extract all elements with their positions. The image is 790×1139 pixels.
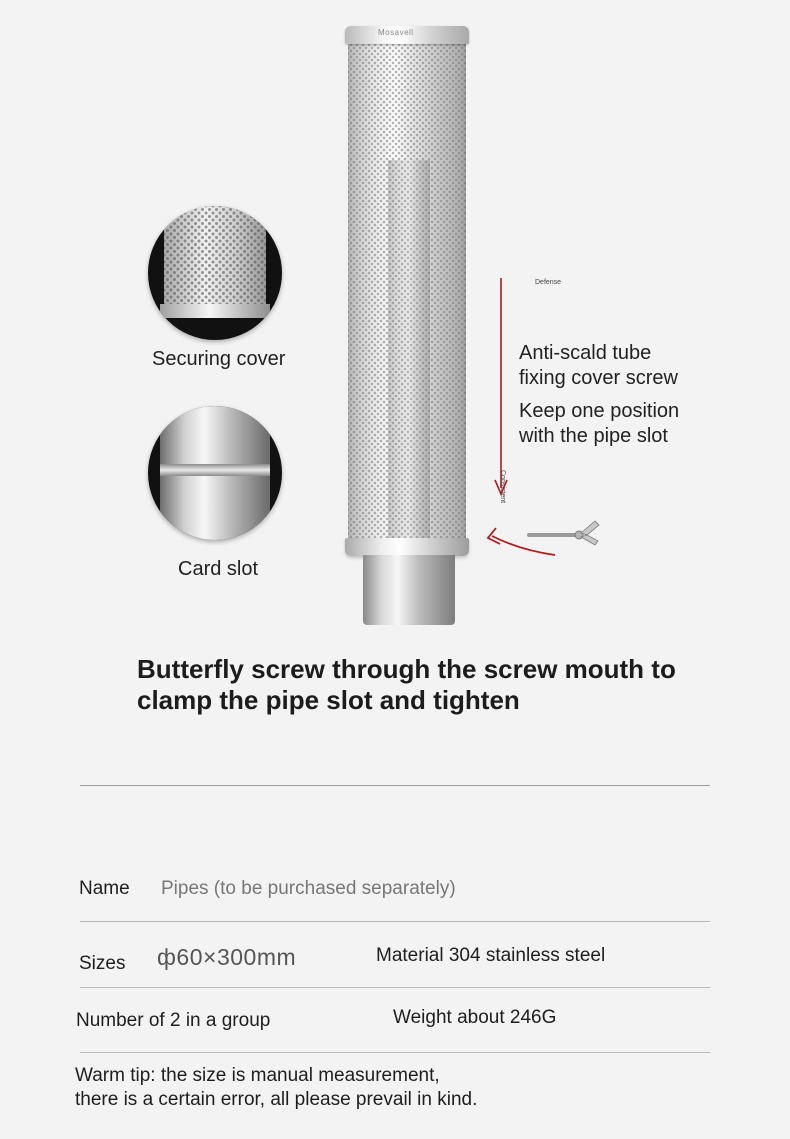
spec-row-divider bbox=[80, 987, 710, 988]
keep-position-annotation bbox=[519, 399, 679, 449]
anti-scald-annotation bbox=[519, 341, 678, 391]
inner-pipe-shadow bbox=[388, 160, 430, 540]
pipe-groove bbox=[160, 464, 270, 476]
securing-cover-detail-image bbox=[148, 206, 282, 340]
spec-sizes-label: Sizes bbox=[79, 953, 126, 974]
spec-weight: Weight about 246G bbox=[393, 1007, 557, 1028]
securing-cover-label: Securing cover bbox=[152, 348, 286, 370]
warm-tip bbox=[75, 1064, 477, 1112]
connecting-pipe bbox=[363, 555, 455, 625]
warm-tip-line-2: there is a certain error, all please prevail in kind. bbox=[75, 1089, 478, 1110]
warm-tip-line-1: Warm tip: the size is manual measurement, bbox=[75, 1065, 440, 1086]
keep-line-1: Keep one position bbox=[519, 400, 680, 422]
keep-line-2: with the pipe slot bbox=[519, 425, 668, 447]
spec-name-value: Pipes (to be purchased separately) bbox=[161, 878, 456, 899]
consistent-tag: Consistent bbox=[499, 470, 506, 504]
anti-scald-line-1: Anti-scald tube bbox=[519, 342, 652, 364]
card-slot-label: Card slot bbox=[178, 558, 259, 580]
spec-row-divider bbox=[80, 1052, 710, 1053]
tube-bottom-ring bbox=[345, 538, 469, 556]
brand-mark: Mosavell bbox=[378, 28, 414, 37]
card-slot-detail-image bbox=[148, 406, 282, 540]
mesh-closeup bbox=[164, 206, 266, 308]
headline bbox=[137, 654, 737, 716]
cover-band bbox=[160, 304, 270, 318]
anti-scald-line-2: fixing cover screw bbox=[519, 367, 678, 389]
spec-sizes-value: ф60×300mm bbox=[157, 944, 297, 970]
defense-tag: Defense bbox=[535, 279, 562, 286]
headline-line-1: Butterfly screw through the screw mouth to bbox=[137, 654, 676, 684]
section-divider bbox=[80, 785, 710, 786]
spec-count: Number of 2 in a group bbox=[76, 1010, 271, 1031]
spec-row-divider bbox=[80, 921, 710, 922]
headline-line-2: clamp the pipe slot and tighten bbox=[137, 685, 520, 715]
spec-name-label: Name bbox=[79, 878, 130, 899]
spec-material: Material 304 stainless steel bbox=[376, 945, 606, 966]
